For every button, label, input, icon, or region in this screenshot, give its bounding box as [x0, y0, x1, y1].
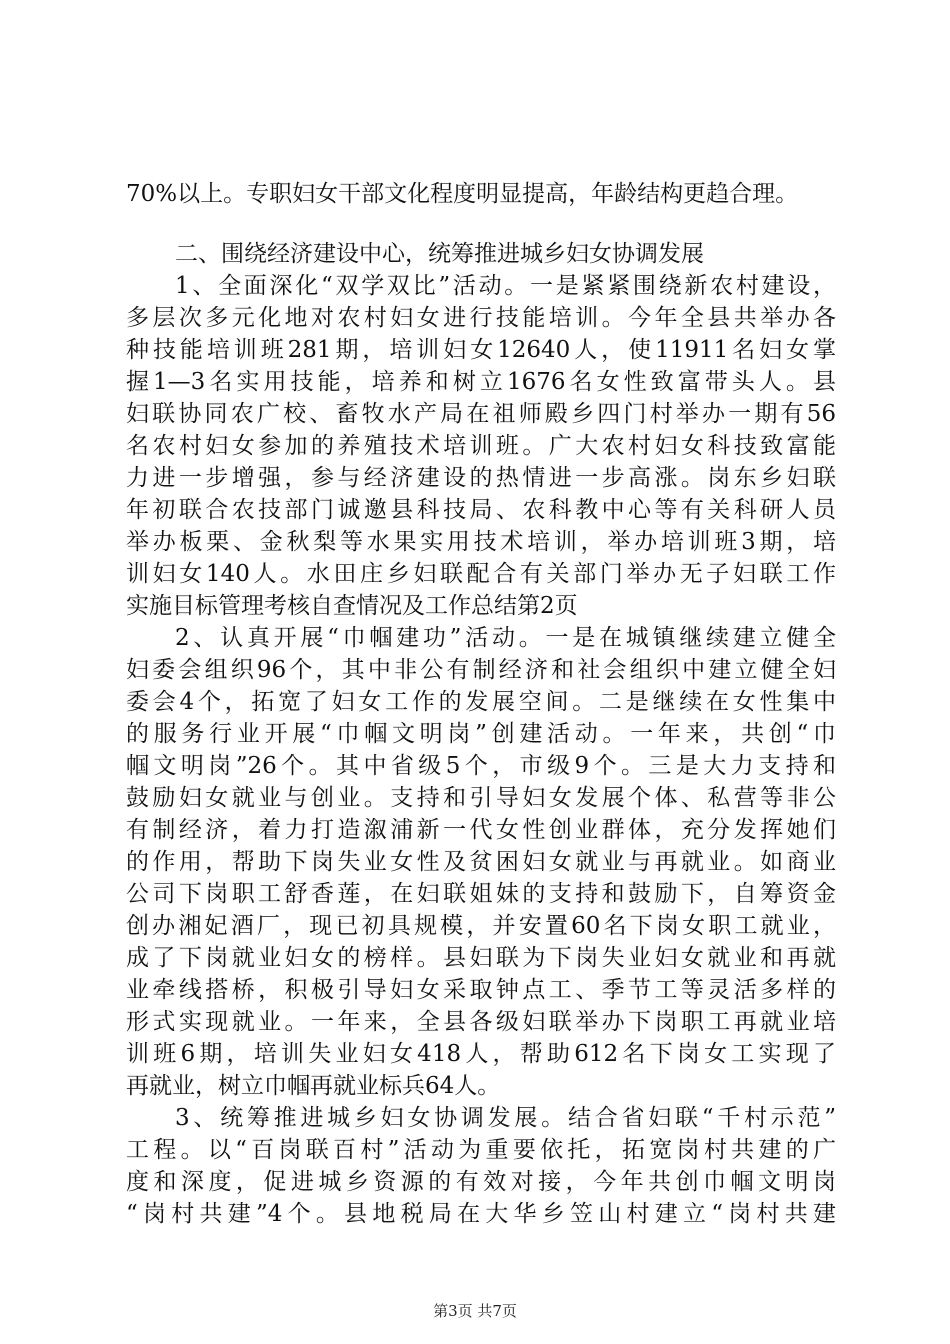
body-text-line: 业牵线搭桥，积极引导妇女采取钟点工、季节工等灵活多样的 [126, 977, 836, 1003]
body-text-line: 训班6期，培训失业妇女418人，帮助612名下岗女工实现了 [126, 1041, 836, 1067]
body-text-line: 力进一步增强，参与经济建设的热情进一步高涨。岗东乡妇联 [126, 465, 836, 491]
body-text-line: 再就业，树立巾帼再就业标兵64人。 [126, 1073, 501, 1099]
page-footer: 第3页 共7页 [433, 1302, 517, 1320]
body-text-line: 握1—3名实用技能，培养和树立1676名女性致富带头人。县 [126, 369, 836, 395]
body-text-line: 度和深度，促进城乡资源的有效对接，今年共创巾帼文明岗 [126, 1169, 836, 1195]
body-text-line: “岗村共建”4个。县地税局在大华乡笠山村建立“岗村共建 [126, 1201, 836, 1227]
body-text-line: 实施目标管理考核自查情况及工作总结第2页 [126, 593, 578, 619]
body-text-line: 有制经济，着力打造溆浦新一代女性创业群体，充分发挥她们 [126, 817, 836, 843]
body-text-line: 70%以上。专职妇女干部文化程度明显提高，年龄结构更趋合理。 [126, 181, 799, 207]
body-text-line: 名农村妇女参加的养殖技术培训班。广大农村妇女科技致富能 [126, 433, 836, 459]
body-text-line: 年初联合农技部门诚邀县科技局、农科教中心等有关科研人员 [126, 497, 836, 523]
body-text-line: 多层次多元化地对农村妇女进行技能培训。今年全县共举办各 [126, 305, 836, 331]
paragraph-first-line: 1、全面深化“双学双比”活动。一是紧紧围绕新农村建设， [175, 273, 836, 299]
paragraph-first-line: 2、认真开展“巾帼建功”活动。一是在城镇继续建立健全 [175, 625, 836, 651]
body-text-line: 种技能培训班281期，培训妇女12640人，使11911名妇女掌 [126, 337, 836, 363]
body-text-line: 训妇女140人。水田庄乡妇联配合有关部门举办无子妇联工作 [126, 561, 836, 587]
section-heading: 二、围绕经济建设中心，统筹推进城乡妇女协调发展 [175, 241, 704, 267]
body-text-line: 创办湘妃酒厂，现已初具规模，并安置60名下岗女职工就业， [126, 913, 836, 939]
body-text-line: 的作用，帮助下岗失业女性及贫困妇女就业与再就业。如商业 [126, 849, 836, 875]
body-text-line: 的服务行业开展“巾帼文明岗”创建活动。一年来，共创“巾 [126, 721, 836, 747]
body-text-line: 举办板栗、金秋梨等水果实用技术培训，举办培训班3期，培 [126, 529, 836, 555]
body-text-line: 形式实现就业。一年来，全县各级妇联举办下岗职工再就业培 [126, 1009, 836, 1035]
body-text-line: 妇联协同农广校、畜牧水产局在祖师殿乡四门村举办一期有56 [126, 401, 836, 427]
body-text-line: 工程。以“百岗联百村”活动为重要依托，拓宽岗村共建的广 [126, 1137, 836, 1163]
body-text-line: 委会4个，拓宽了妇女工作的发展空间。二是继续在女性集中 [126, 689, 836, 715]
body-text-line: 鼓励妇女就业与创业。支持和引导妇女发展个体、私营等非公 [126, 785, 836, 811]
body-text-line: 成了下岗就业妇女的榜样。县妇联为下岗失业妇女就业和再就 [126, 945, 836, 971]
body-text-line: 帼文明岗”26个。其中省级5个，市级9个。三是大力支持和 [126, 753, 836, 779]
paragraph-first-line: 3、统筹推进城乡妇女协调发展。结合省妇联“千村示范” [175, 1105, 836, 1131]
body-text-line: 妇委会组织96个，其中非公有制经济和社会组织中建立健全妇 [126, 657, 836, 683]
body-text-line: 公司下岗职工舒香莲，在妇联姐妹的支持和鼓励下，自筹资金 [126, 881, 836, 907]
